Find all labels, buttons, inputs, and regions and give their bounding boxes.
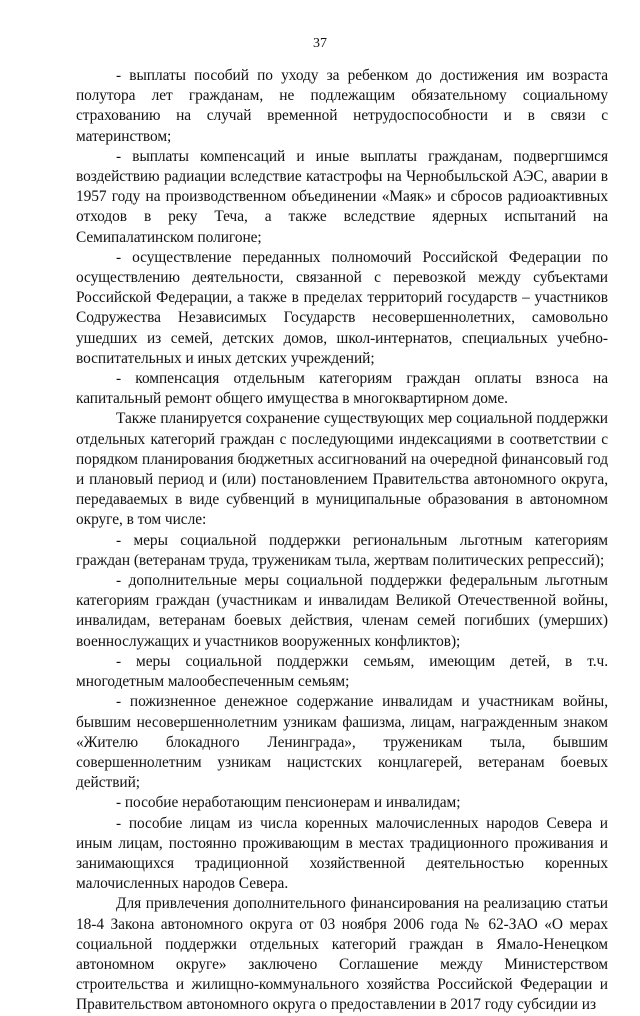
paragraph-regional-beneficiaries: - меры социальной поддержки региональным льготным категориям граждан (ветеранам труда, труженикам тыла, жертвам политических репрессий);	[76, 531, 608, 569]
paragraph-lifetime-allowance: - пожизненное денежное содержание инвалидам и участникам войны, бывшим несовершеннолетним узникам фашизма, лицам, награжденным знаком «Жителю блокадного Ленинграда», труженикам тыла, бывшим совершеннолетним узникам нацистских концлагерей, ветеранам боевых действий;	[76, 693, 608, 792]
paragraph-pensioners-allowance: - пособие неработающим пенсионерам и инвалидам;	[116, 794, 461, 812]
paragraph-childcare-benefits: - выплаты пособий по уходу за ребенком до достижения им возраста полутора лет гражданам, не подлежащим обязательному социальному страхованию на случай временной нетрудоспособности и в связи с материнством;	[76, 67, 608, 145]
paragraph-additional-financing: Для привлечения дополнительного финансирования на реализацию статьи 18-4 Закона автономного округа от 03 ноября 2006 года № 62-ЗАО «О мерах социальной поддержки отдельных категорий граждан в Ямало-Ненецком автономном округе» заключено Соглашение между Министерством строительства и жилищно-коммунального хозяйства Российской Федерации и Правительством автономного округа о предоставлении в 2017 году субсидии из	[76, 895, 608, 1014]
document-body	[76, 66, 608, 1016]
paragraph-minors-transport: - осуществление переданных полномочий Российской Федерации по осуществлению деятельности, связанной с перевозкой между субъектами Российской Федерации, а также в пределах территорий государств – участников Содружества Независимых Государств несовершеннолетних, самовольно ушедших из семей, детских домов, школ-интернатов, специальных учебно-воспитательных и иных детских учреждений;	[76, 248, 608, 367]
page-number: 37	[313, 36, 327, 51]
paragraph-indigenous-allowance: - пособие лицам из числа коренных малочисленных народов Севера и иным лицам, постоянно проживающим в местах традиционного проживания и занимающихся традиционной хозяйственной деятельностью коренных малочисленных народов Севера.	[76, 814, 608, 893]
paragraph-federal-beneficiaries: - дополнительные меры социальной поддержки федеральным льготным категориям граждан (участникам и инвалидам Великой Отечественной войны, инвалидам, ветеранам боевых действия, членам семей погибших (умерших) военнослужащих и участников вооруженных конфликтов);	[76, 572, 608, 650]
paragraph-existing-measures: Также планируется сохранение существующих мер социальной поддержки отдельных категорий граждан с последующими индексациями в соответствии с порядком планирования бюджетных ассигнований на очередной финансовый год и плановый период и (или) постановлением Правительства автономного округа, передаваемых в виде субвенций в муниципальные образования в автономном округе, в том числе:	[76, 410, 608, 529]
paragraph-capital-repair-compensation: - компенсация отдельным категориям граждан оплаты взноса на капитальный ремонт общего имущества в многоквартирном доме.	[76, 370, 608, 408]
paragraph-family-support: - меры социальной поддержки семьям, имеющим детей, в т.ч. многодетным малообеспеченным семьям;	[76, 652, 608, 691]
paragraph-radiation-compensation: - выплаты компенсаций и иные выплаты гражданам, подвергшимся воздействию радиации вследствие катастрофы на Чернобыльской АЭС, аварии в 1957 году на производственном объединении «Маяк» и сбросов радиоактивных отходов в реку Теча, а также вследствие ядерных испытаний на Семипалатинском полигоне;	[76, 147, 608, 246]
